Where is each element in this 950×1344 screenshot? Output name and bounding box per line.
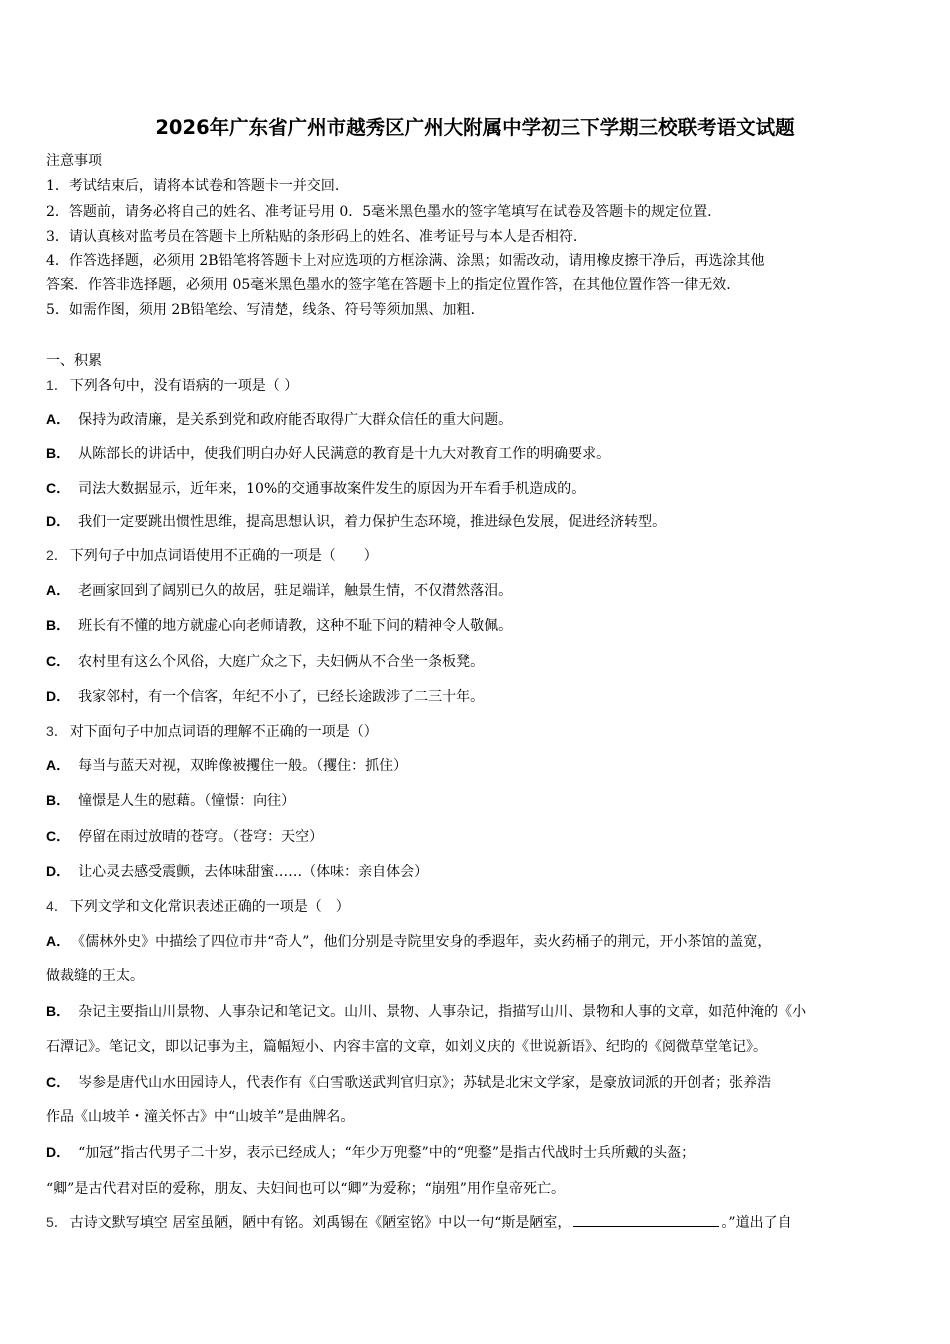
option-letter: A． xyxy=(46,933,71,949)
option-letter: D． xyxy=(46,688,71,704)
notice-item: 答案．作答非选择题，必须用 05毫米黑色墨水的签字笔在答题卡上的指定位置作答，在其他位置作答一律无效. xyxy=(46,277,731,293)
option-text: 停留在雨过放晴的苍穹。（苍穹：天空） xyxy=(78,829,324,845)
question-1-option-b xyxy=(46,443,610,464)
question-stem: 下列句子中加点词语使用不正确的一项是（ ） xyxy=(69,548,378,564)
question-4-option-d xyxy=(46,1142,695,1163)
option-letter: C． xyxy=(46,828,71,844)
option-text: 让心灵去感受震颤，去体味甜蜜……（体味：亲自体会） xyxy=(78,864,429,880)
option-letter: C． xyxy=(46,1074,71,1090)
notice-item: 3．请认真核对监考员在答题卡上所粘贴的条形码上的姓名、准考证号与本人是否相符. xyxy=(46,229,578,245)
option-text: 《儒林外史》中描绘了四位市井“奇人”，他们分别是寺院里安身的季遐年，卖火药桶子的荆元，开小茶馆的盖宽， xyxy=(78,934,772,950)
section-heading: 一、积累 xyxy=(46,353,102,369)
question-3-option-a xyxy=(46,755,407,776)
notice-item: 5．如需作图，须用 2B铅笔绘、写清楚，线条、符号等须加黑、加粗. xyxy=(46,302,476,318)
question-1-option-a xyxy=(46,409,512,430)
question-2-option-b xyxy=(46,615,512,636)
option-letter: B． xyxy=(46,617,71,633)
question-2-option-c xyxy=(46,651,484,672)
question-4-option-d-cont xyxy=(46,1179,565,1199)
option-text: 杂记主要指山川景物、人事杂记和笔记文。山川、景物、人事杂记，指描写山川、景物和人事的文章，如范仲淹的《小 xyxy=(78,1004,807,1020)
question-3-stem xyxy=(46,721,378,742)
option-text: 憧憬是人生的慰藉。（憧憬：向往） xyxy=(78,793,296,809)
question-3-option-c xyxy=(46,826,323,847)
question-4-stem xyxy=(46,896,350,917)
question-stem: 对下面句子中加点词语的理解不正确的一项是（） xyxy=(69,724,378,740)
option-letter: A． xyxy=(46,411,71,427)
page-title: 2026年广东省广州市越秀区广州大附属中学初三下学期三校联考语文试题 xyxy=(155,116,795,139)
question-4-option-a-cont xyxy=(46,966,144,986)
option-text: 做裁缝的王太。 xyxy=(46,968,144,984)
question-5-stem xyxy=(46,1212,792,1233)
option-letter: B． xyxy=(46,1003,71,1019)
question-2-option-a xyxy=(46,580,512,601)
question-number: 4． xyxy=(46,898,68,914)
option-text: 从陈部长的讲话中，使我们明白办好人民满意的教育是十九大对教育工作的明确要求。 xyxy=(78,446,611,462)
notice-item: 2．答题前，请务必将自己的姓名、准考证号用 0．5毫米黑色墨水的签字笔填写在试卷及答题卡的规定位置. xyxy=(46,204,712,220)
question-2-stem xyxy=(46,545,378,566)
question-number: 3． xyxy=(46,723,68,739)
option-letter: C． xyxy=(46,480,71,496)
option-letter: D． xyxy=(46,1144,71,1160)
option-text: “加冠”指古代男子二十岁，表示已经成人；“年少万兜鍪”中的“兜鍪”是指古代战时士兵所戴的头盔； xyxy=(78,1145,696,1161)
question-4-option-c-cont xyxy=(46,1107,354,1127)
option-text: 我们一定要跳出惯性思维，提高思想认识，着力保护生态环境，推进绿色发展，促进经济转型。 xyxy=(78,514,667,530)
notice-heading: 注意事项 xyxy=(46,153,102,169)
question-4-option-c xyxy=(46,1072,771,1093)
option-text: 班长有不懂的地方就虚心向老师请教，这种不耻下问的精神令人敬佩。 xyxy=(78,618,513,634)
question-4-option-a xyxy=(46,931,771,952)
option-letter: C． xyxy=(46,653,71,669)
option-text: 作品《山坡羊・潼关怀古》中“山坡羊”是曲牌名。 xyxy=(46,1109,355,1125)
question-2-option-d xyxy=(46,686,484,707)
option-letter: A． xyxy=(46,582,71,598)
question-number: 2． xyxy=(46,547,68,563)
option-text: 老画家回到了阔别已久的故居，驻足端详，触景生情，不仅潸然落泪。 xyxy=(78,583,513,599)
option-letter: B． xyxy=(46,792,71,808)
question-stem: 下列文学和文化常识表述正确的一项是（ ） xyxy=(69,899,350,915)
option-text: 农村里有这么个风俗，大庭广众之下，夫妇俩从不合坐一条板凳。 xyxy=(78,654,485,670)
option-text: 司法大数据显示，近年来，10%的交通事故案件发生的原因为开车看手机造成的。 xyxy=(78,481,586,497)
option-letter: A． xyxy=(46,757,71,773)
option-text: 保持为政清廉，是关系到党和政府能否取得广大群众信任的重大问题。 xyxy=(78,412,513,428)
option-text: 岑参是唐代山水田园诗人，代表作有《白雪歌送武判官归京》；苏轼是北宋文学家，是豪放词派的开创者；张养浩 xyxy=(78,1075,772,1091)
question-3-option-b xyxy=(46,790,295,811)
option-text: 每当与蓝天对视，双眸像被攫住一般。（攫住：抓住） xyxy=(78,758,408,774)
option-text: 石潭记》。笔记文，即以记事为主，篇幅短小、内容丰富的文章，如刘义庆的《世说新语》、纪昀的《阅微草堂笔记》。 xyxy=(46,1039,767,1055)
notice-item: 1．考试结束后，请将本试卷和答题卡一并交回. xyxy=(46,178,340,194)
question-stem: 下列各句中，没有语病的一项是（ ） xyxy=(69,378,299,394)
option-text: “卿”是古代君对臣的爱称，朋友、夫妇间也可以“卿”为爱称；“崩殂”用作皇帝死亡。 xyxy=(46,1181,565,1197)
question-stem-before: 古诗文默写填空 居室虽陋，陋中有铭。刘禹锡在《陋室铭》中以一句“斯是陋室， xyxy=(69,1215,572,1231)
answer-blank[interactable] xyxy=(573,1212,719,1227)
question-1-option-d xyxy=(46,511,666,532)
option-letter: D． xyxy=(46,863,71,879)
option-text: 我家邻村，有一个信客，年纪不小了，已经长途跋涉了二三十年。 xyxy=(78,689,485,705)
question-stem-after: 。”道出了自 xyxy=(721,1215,792,1231)
question-4-option-b xyxy=(46,1001,806,1022)
question-number: 5． xyxy=(46,1214,68,1230)
notice-item: 4．作答选择题，必须用 2B铅笔将答题卡上对应选项的方框涂满、涂黑；如需改动，请用橡皮擦干净后，再选涂其他 xyxy=(46,253,765,269)
question-number: 1． xyxy=(46,377,68,393)
option-letter: D． xyxy=(46,513,71,529)
question-1-option-c xyxy=(46,478,585,499)
question-3-option-d xyxy=(46,861,428,882)
question-1-stem xyxy=(46,375,298,396)
question-4-option-b-cont xyxy=(46,1037,767,1057)
option-letter: B． xyxy=(46,445,71,461)
